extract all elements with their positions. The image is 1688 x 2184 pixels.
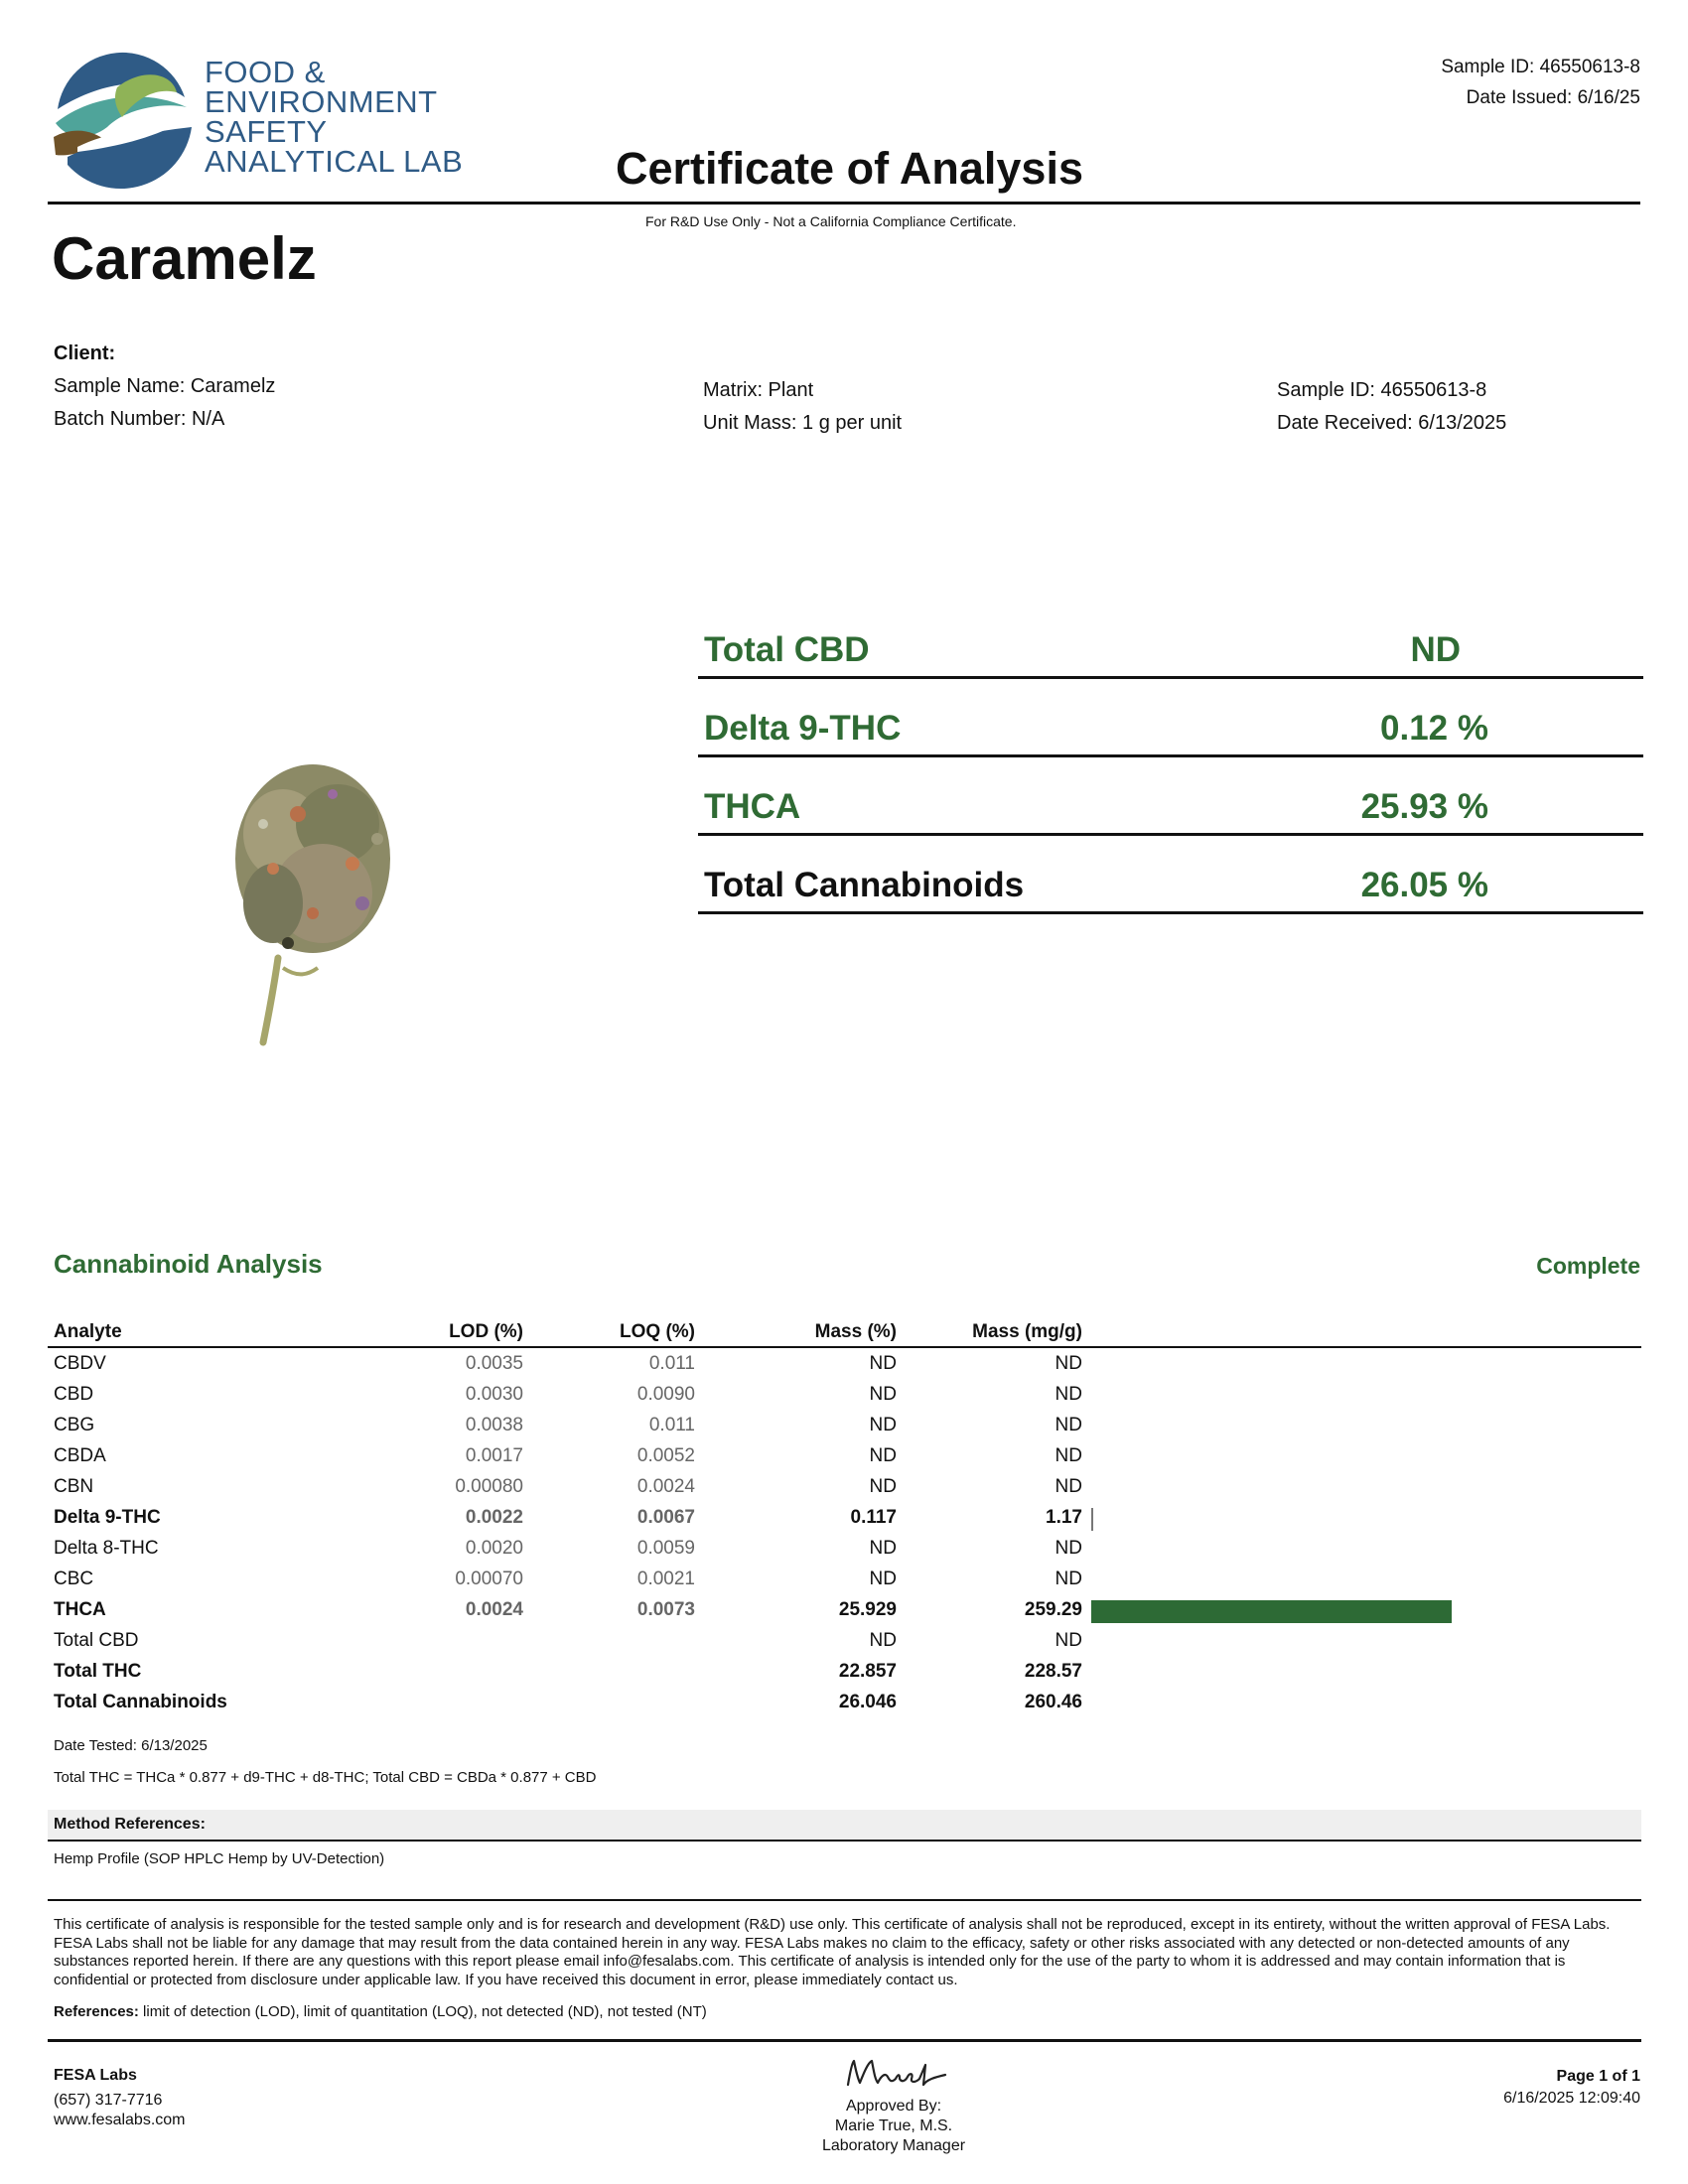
mass-pct-value: ND [869, 1384, 897, 1405]
summary-label: Delta 9-THC [704, 709, 902, 748]
client-block [54, 338, 275, 436]
sample-name: Sample Name: Caramelz [54, 375, 276, 397]
table-row [48, 1348, 1641, 1379]
header-ids [1441, 52, 1640, 113]
analyte-name: CBDV [54, 1353, 106, 1374]
analyte-name: CBC [54, 1569, 94, 1589]
analyte-table [48, 1316, 1641, 1717]
lab-name [205, 55, 464, 179]
matrix-block [703, 374, 902, 440]
summary-row-total-cbd [698, 601, 1643, 679]
mass-mg-value: ND [1055, 1569, 1082, 1589]
mass-pct-value: 25.929 [838, 1599, 897, 1620]
analysis-title: Cannabinoid Analysis [54, 1249, 323, 1279]
mass-mg-value: 260.46 [1024, 1692, 1082, 1712]
table-row [48, 1471, 1641, 1502]
lod-value: 0.00080 [455, 1476, 523, 1497]
company-website: www.fesalabs.com [54, 2112, 186, 2128]
loq-value: 0.0090 [636, 1384, 695, 1405]
approved-by-label: Approved By: [845, 2098, 942, 2115]
table-row [48, 1625, 1641, 1656]
lab-name-line-3: SAFETY [205, 114, 328, 149]
method-heading: Method References: [54, 1816, 206, 1833]
mass-mg-value: 1.17 [1046, 1507, 1082, 1528]
print-timestamp: 6/16/2025 12:09:40 [1503, 2090, 1640, 2107]
col-mass-mg: Mass (mg/g) [972, 1321, 1082, 1342]
loq-value: 0.011 [648, 1415, 695, 1435]
mass-pct-value: 26.046 [838, 1692, 897, 1712]
summary-label: THCA [704, 787, 801, 826]
total-formula: Total THC = THCa * 0.877 + d9-THC + d8-THC; Total CBD = CBDa * 0.877 + CBD [54, 1769, 597, 1786]
summary-label: Total CBD [704, 630, 870, 669]
product-name: Caramelz [52, 225, 317, 292]
company-phone: (657) 317-7716 [54, 2092, 163, 2109]
loq-value: 0.0021 [636, 1569, 695, 1589]
references [54, 2003, 707, 2020]
analyte-name: Total Cannabinoids [54, 1692, 227, 1712]
summary-value: 25.93 % [1360, 787, 1488, 826]
sample-id: Sample ID: 46550613-8 [1277, 379, 1487, 401]
lab-name-line-4: ANALYTICAL LAB [205, 144, 464, 179]
approver-name: Marie True, M.S. [834, 2117, 953, 2134]
mass-mg-value: 228.57 [1024, 1661, 1082, 1682]
mass-mg-value: ND [1055, 1538, 1082, 1559]
analyte-name: CBG [54, 1415, 95, 1435]
table-row [48, 1533, 1641, 1564]
mass-pct-value: ND [869, 1476, 897, 1497]
table-row [48, 1564, 1641, 1594]
table-row [48, 1410, 1641, 1440]
table-row [48, 1687, 1641, 1717]
footer-company [54, 2066, 186, 2130]
references-label: References: [54, 2003, 139, 2020]
lod-value: 0.0030 [465, 1384, 523, 1405]
header-date-issued: Date Issued: 6/16/25 [1466, 87, 1640, 108]
loq-value: 0.0067 [636, 1507, 695, 1528]
analyte-name: CBDA [54, 1445, 106, 1466]
mass-pct-value: ND [869, 1445, 897, 1466]
lod-value: 0.00070 [455, 1569, 523, 1589]
mass-pct-value: ND [869, 1630, 897, 1651]
lod-value: 0.0024 [465, 1599, 523, 1620]
mass-bar [1091, 1600, 1452, 1623]
mass-pct-value: 22.857 [838, 1661, 897, 1682]
summary-row-thca [698, 757, 1643, 836]
mass-pct-value: ND [869, 1538, 897, 1559]
mass-pct-value: 0.117 [850, 1507, 897, 1528]
analyte-name: CBN [54, 1476, 94, 1497]
loq-value: 0.0024 [636, 1476, 695, 1497]
page-number: Page 1 of 1 [1556, 2068, 1640, 2085]
analyte-name: Delta 9-THC [54, 1507, 161, 1528]
method-references-header [48, 1810, 1641, 1842]
col-loq: LOQ (%) [620, 1321, 695, 1342]
mass-mg-value: ND [1055, 1384, 1082, 1405]
lod-value: 0.0035 [465, 1353, 523, 1374]
table-row [48, 1656, 1641, 1687]
table-header [48, 1316, 1641, 1348]
product-photo [204, 754, 442, 1052]
lab-logo [48, 48, 197, 195]
footer-approval [784, 2097, 1003, 2156]
loq-value: 0.0059 [636, 1538, 695, 1559]
table-row [48, 1440, 1641, 1471]
lod-value: 0.0022 [465, 1507, 523, 1528]
mass-pct-value: ND [869, 1353, 897, 1374]
lab-name-line-1: FOOD & [205, 55, 326, 89]
header-divider [48, 202, 1640, 205]
loq-value: 0.0052 [636, 1445, 695, 1466]
signature [842, 2055, 951, 2093]
summary-label: Total Cannabinoids [704, 866, 1025, 904]
sample-id-block [1277, 374, 1506, 440]
approver-title: Laboratory Manager [821, 2137, 966, 2154]
summary-value: 0.12 % [1380, 709, 1488, 748]
page-title: Certificate of Analysis [616, 143, 1083, 194]
analyte-name: Delta 8-THC [54, 1538, 159, 1559]
batch-number: Batch Number: N/A [54, 408, 225, 430]
mass-mg-value: ND [1055, 1353, 1082, 1374]
references-text: limit of detection (LOD), limit of quantitation (LOQ), not detected (ND), not tested (NT) [138, 2003, 707, 2020]
summary-value: 26.05 % [1360, 866, 1488, 904]
mass-mg-value: ND [1055, 1630, 1082, 1651]
mass-mg-value: 259.29 [1024, 1599, 1082, 1620]
analyte-name: Total THC [54, 1661, 142, 1682]
lod-value: 0.0017 [465, 1445, 523, 1466]
col-mass-pct: Mass (%) [814, 1321, 897, 1342]
col-analyte: Analyte [54, 1321, 122, 1342]
matrix: Matrix: Plant [703, 379, 814, 401]
company-name: FESA Labs [54, 2067, 137, 2084]
footer-page-info [1503, 2066, 1640, 2110]
table-body [48, 1348, 1641, 1717]
table-row [48, 1379, 1641, 1410]
mass-pct-value: ND [869, 1415, 897, 1435]
loq-value: 0.011 [648, 1353, 695, 1374]
header-sample-id: Sample ID: 46550613-8 [1441, 57, 1640, 77]
lab-name-line-2: ENVIRONMENT [205, 84, 438, 119]
date-received: Date Received: 6/13/2025 [1277, 412, 1507, 434]
table-row [48, 1594, 1641, 1625]
method-text: Hemp Profile (SOP HPLC Hemp by UV-Detection) [54, 1850, 385, 1867]
summary-row-total-cannabinoids [698, 836, 1643, 914]
rnd-note: For R&D Use Only - Not a California Compliance Certificate. [645, 213, 1017, 229]
mass-bar [1091, 1508, 1093, 1531]
disclaimer: This certificate of analysis is responsible for the tested sample only and is for research and development (R&D) use only. This certificate of analysis shall not be reproduced, except in its entirety, without the written approval of FESA Labs. FESA Labs shall not be liable for any damage that may result from the data contained herein in any way. FESA Labs makes no claim to the efficacy, safety or other risks associated with any detected or non-detected amounts of any substances reported herein. If there are any questions with this report please email info@fesalabs.com. This certificate of analysis is intended only for the use of the party to whom it is addressed and may contain information that is confidential or protected from disclosure under applicable law. If you have received this document in error, please immediately contact us. [54, 1916, 1611, 1988]
date-tested: Date Tested: 6/13/2025 [54, 1737, 208, 1754]
analyte-name: CBD [54, 1384, 94, 1405]
analyte-name: Total CBD [54, 1630, 139, 1651]
lod-value: 0.0020 [465, 1538, 523, 1559]
summary-value: ND [1410, 630, 1461, 669]
summary-row-delta9-thc [698, 679, 1643, 757]
mass-mg-value: ND [1055, 1415, 1082, 1435]
loq-value: 0.0073 [636, 1599, 695, 1620]
table-row [48, 1502, 1641, 1533]
analysis-status: Complete [1536, 1253, 1640, 1279]
mass-mg-value: ND [1055, 1476, 1082, 1497]
footer-divider [48, 2039, 1641, 2042]
client-label: Client: [54, 342, 116, 364]
col-lod: LOD (%) [449, 1321, 523, 1342]
mass-mg-value: ND [1055, 1445, 1082, 1466]
unit-mass: Unit Mass: 1 g per unit [703, 412, 903, 434]
mass-pct-value: ND [869, 1569, 897, 1589]
disclaimer-divider [48, 1899, 1641, 1901]
lod-value: 0.0038 [465, 1415, 523, 1435]
analyte-name: THCA [54, 1599, 106, 1620]
